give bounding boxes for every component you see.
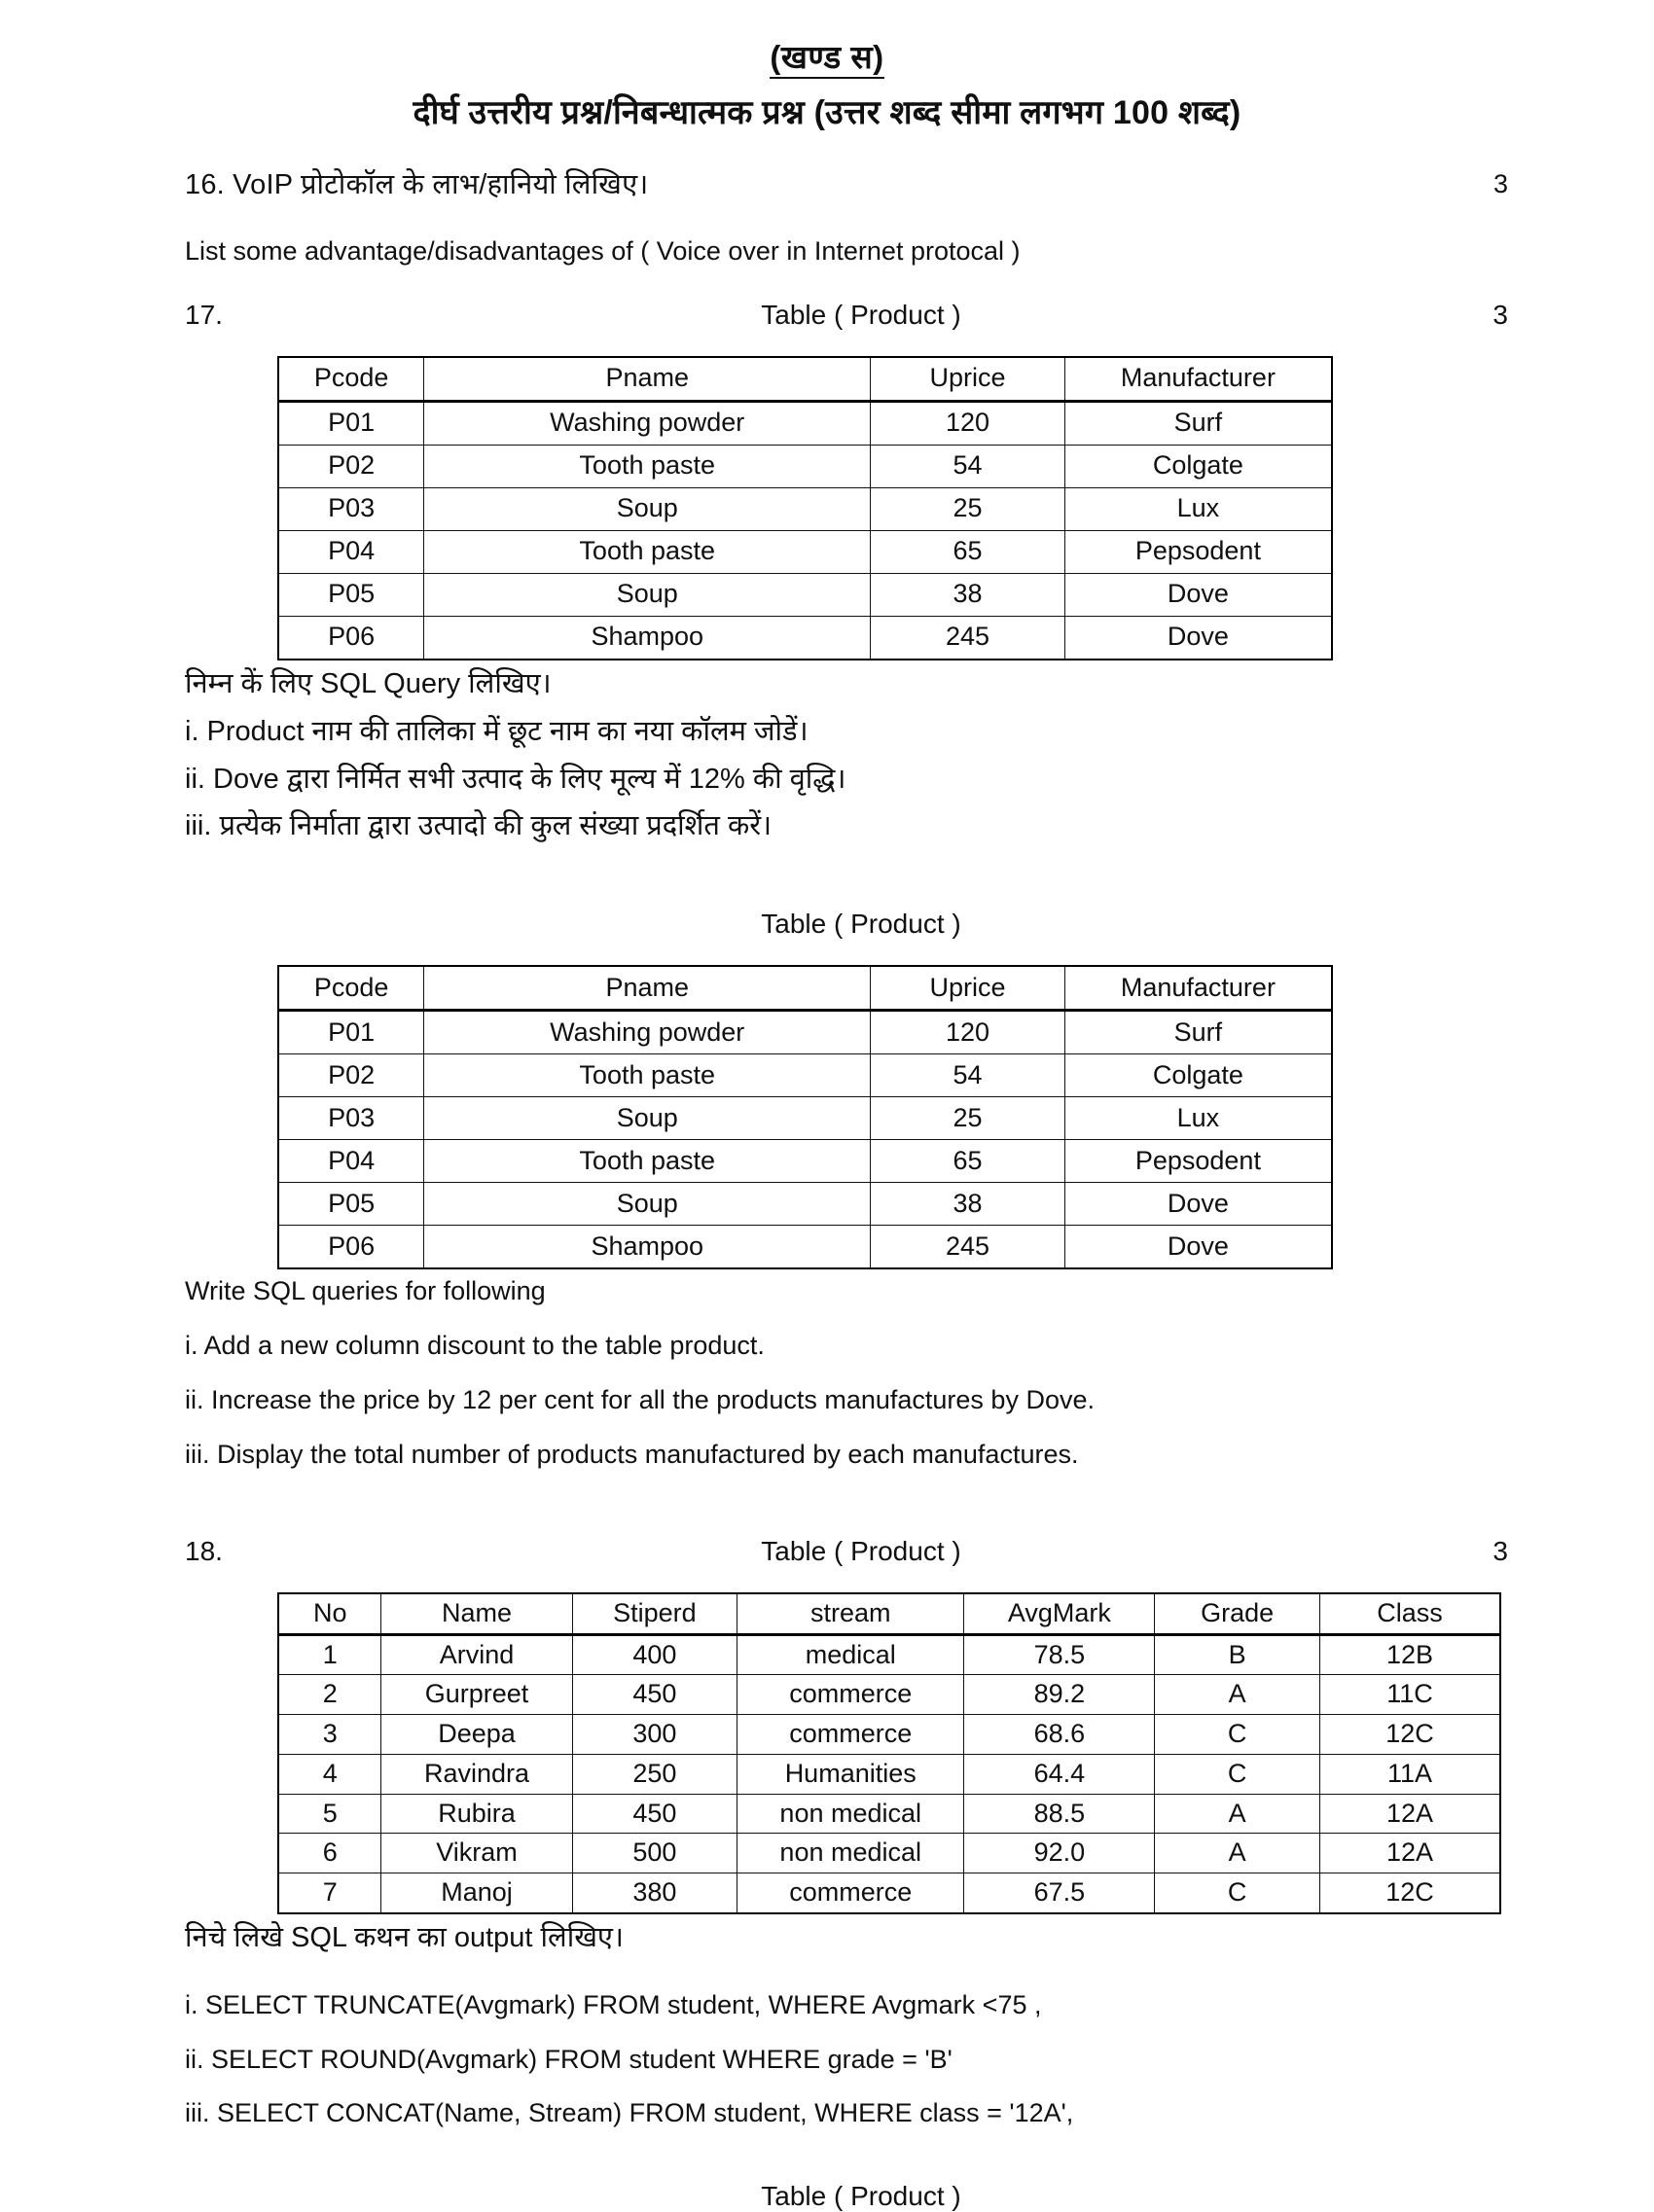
cell-uprice: 65 [871,1140,1065,1183]
question-16-english-block [185,230,1508,274]
cell-manufacturer: Colgate [1064,445,1332,487]
cell-name: Gurpreet [381,1675,572,1715]
cell-pname: Soup [424,1097,871,1140]
question-16 [185,166,1508,204]
table-row [278,1183,1332,1226]
cell-stream: commerce [737,1675,964,1715]
column-header-uprice: Uprice [871,357,1065,402]
student-table-wrapper [277,1592,1654,1914]
cell-class: 12A [1319,1834,1500,1873]
cell-pcode: P02 [278,1054,424,1097]
cell-no: 7 [278,1873,381,1913]
table-row [278,1715,1500,1755]
cell-uprice: 54 [871,1054,1065,1097]
cell-pname: Soup [424,573,871,616]
table-row [278,401,1332,445]
cell-manufacturer: Surf [1064,1011,1332,1054]
column-header-class: Class [1319,1593,1500,1634]
cell-stream: non medical [737,1834,964,1873]
cell-stream: medical [737,1634,964,1675]
column-header-stiperd: Stiperd [572,1593,737,1634]
table-row [278,616,1332,660]
table-header-row [278,357,1332,402]
cell-manufacturer: Dove [1064,573,1332,616]
question-16-marks: 3 [1492,168,1508,198]
cell-uprice: 245 [871,1226,1065,1269]
cell-stiperd: 500 [572,1834,737,1873]
cell-grade: C [1155,1873,1320,1913]
cell-pname: Washing powder [424,1011,871,1054]
instruction-item-hindi-1: i. Product नाम की तालिका में छूट नाम का नया कॉलम जोडें। [185,715,809,747]
sql-statement-1: i. SELECT TRUNCATE(Avgmark) FROM student, WHERE Avgmark <75 , [185,1989,1042,2019]
cell-pcode: P02 [278,445,424,487]
cell-manufacturer: Lux [1064,1097,1332,1140]
question-17-marks: 3 [1492,299,1508,330]
cell-pcode: P03 [278,487,424,530]
product-table-2-wrapper [277,965,1654,1269]
question-16-english: List some advantage/disadvantages of ( Voice over in Internet protocal ) [185,235,1021,266]
cell-stiperd: 450 [572,1794,737,1834]
cell-pname: Soup [424,487,871,530]
cell-name: Vikram [381,1834,572,1873]
cell-stiperd: 450 [572,1675,737,1715]
cell-manufacturer: Dove [1064,616,1332,660]
student-table [277,1592,1501,1914]
cell-name: Arvind [381,1634,572,1675]
cell-manufacturer: Pepsodent [1064,530,1332,573]
column-header-avgmark: AvgMark [964,1593,1155,1634]
table-row [278,487,1332,530]
cell-avgmark: 92.0 [964,1834,1155,1873]
column-header-grade: Grade [1155,1593,1320,1634]
cell-class: 12C [1319,1873,1500,1913]
cell-stiperd: 380 [572,1873,737,1913]
cell-uprice: 25 [871,487,1065,530]
cell-stiperd: 300 [572,1715,737,1755]
cell-class: 12B [1319,1634,1500,1675]
cell-grade: C [1155,1715,1320,1755]
cell-manufacturer: Dove [1064,1226,1332,1269]
page-title: दीर्घ उत्तरीय प्रश्न/निबन्धात्मक प्रश्न (उत्तर शब्द सीमा लगभग 100 शब्द) [413,93,1241,131]
question-17-table-title: Table ( Product ) [761,299,961,330]
instruction-lead-hindi: निम्न कें लिए SQL Query लिखिए। [185,667,552,699]
cell-uprice: 25 [871,1097,1065,1140]
column-header-manufacturer: Manufacturer [1064,966,1332,1011]
table-row [278,445,1332,487]
table-row [278,1140,1332,1183]
cell-stream: commerce [737,1715,964,1755]
cell-name: Rubira [381,1794,572,1834]
sql-statement-2: ii. SELECT ROUND(Avgmark) FROM student WHERE grade = 'B' [185,2044,953,2074]
product-table-2-title-row [185,909,1508,940]
cell-manufacturer: Dove [1064,1183,1332,1226]
column-header-uprice: Uprice [871,966,1065,1011]
cell-pname: Tooth paste [424,1054,871,1097]
cell-manufacturer: Colgate [1064,1054,1332,1097]
table-row [278,1226,1332,1269]
instruction-item-hindi-3: iii. प्रत्येक निर्माता द्वारा उत्पादो की कुल संख्या प्रदर्शित करें। [185,810,773,842]
cell-pcode: P05 [278,573,424,616]
cell-avgmark: 68.6 [964,1715,1155,1755]
cell-uprice: 120 [871,401,1065,445]
cell-manufacturer: Surf [1064,401,1332,445]
cell-avgmark: 67.5 [964,1873,1155,1913]
table-row [278,1097,1332,1140]
table-row [278,1834,1500,1873]
section-tag-text: (खण्ड स) [770,39,883,79]
footer-table-title-row [185,2181,1508,2212]
table-row [278,1873,1500,1913]
cell-avgmark: 88.5 [964,1794,1155,1834]
cell-no: 6 [278,1834,381,1873]
cell-no: 1 [278,1634,381,1675]
cell-pcode: P01 [278,401,424,445]
column-header-pcode: Pcode [278,357,424,402]
cell-name: Manoj [381,1873,572,1913]
cell-no: 3 [278,1715,381,1755]
question-17-english-instructions [185,1269,1508,1477]
cell-uprice: 245 [871,616,1065,660]
product-table-2 [277,965,1333,1269]
cell-uprice: 120 [871,1011,1065,1054]
cell-no: 5 [278,1794,381,1834]
cell-pcode: P03 [278,1097,424,1140]
column-header-stream: stream [737,1593,964,1634]
instruction-item-hindi-2: ii. Dove द्वारा निर्मित सभी उत्पाद के लिए मूल्य में 12% की वृद्धि। [185,763,846,795]
sql-statement-3: iii. SELECT CONCAT(Name, Stream) FROM student, WHERE class = '12A', [185,2098,1074,2128]
table-header-row [278,1593,1500,1634]
cell-uprice: 38 [871,573,1065,616]
column-header-pname: Pname [424,966,871,1011]
question-18-header [185,1536,1508,1567]
instruction-item-english-2: ii. Increase the price by 12 per cent for all the products manufactures by Dove. [185,1385,1095,1415]
cell-stiperd: 250 [572,1754,737,1794]
cell-pname: Washing powder [424,401,871,445]
cell-avgmark: 64.4 [964,1754,1155,1794]
table-row [278,530,1332,573]
table-row [278,1675,1500,1715]
column-header-manufacturer: Manufacturer [1064,357,1332,402]
column-header-no: No [278,1593,381,1634]
cell-stream: Humanities [737,1754,964,1794]
cell-stream: non medical [737,1794,964,1834]
cell-no: 4 [278,1754,381,1794]
cell-pcode: P05 [278,1183,424,1226]
column-header-name: Name [381,1593,572,1634]
cell-stream: commerce [737,1873,964,1913]
cell-avgmark: 89.2 [964,1675,1155,1715]
cell-pname: Shampoo [424,1226,871,1269]
table-row [278,1634,1500,1675]
cell-pcode: P04 [278,1140,424,1183]
question-18-number: 18. [185,1535,223,1566]
cell-name: Deepa [381,1715,572,1755]
cell-manufacturer: Lux [1064,487,1332,530]
question-18-instructions [185,1914,1508,2136]
instruction-item-english-3: iii. Display the total number of products manufactured by each manufactures. [185,1439,1079,1469]
cell-uprice: 65 [871,530,1065,573]
table-header-row [278,966,1332,1011]
cell-grade: B [1155,1634,1320,1675]
product-table-2-title: Table ( Product ) [761,909,961,940]
cell-grade: C [1155,1754,1320,1794]
cell-manufacturer: Pepsodent [1064,1140,1332,1183]
cell-no: 2 [278,1675,381,1715]
cell-pcode: P06 [278,616,424,660]
cell-avgmark: 78.5 [964,1634,1155,1675]
cell-pname: Shampoo [424,616,871,660]
question-17-number: 17. [185,299,223,330]
cell-grade: A [1155,1794,1320,1834]
cell-grade: A [1155,1834,1320,1873]
table-row [278,1794,1500,1834]
cell-pname: Soup [424,1183,871,1226]
cell-class: 11A [1319,1754,1500,1794]
column-header-pcode: Pcode [278,966,424,1011]
cell-pname: Tooth paste [424,1140,871,1183]
cell-uprice: 54 [871,445,1065,487]
instruction-lead-english: Write SQL queries for following [185,1276,546,1306]
cell-uprice: 38 [871,1183,1065,1226]
table-row [278,1011,1332,1054]
table-row [278,573,1332,616]
product-table-1 [277,356,1333,660]
question-18-marks: 3 [1492,1535,1508,1566]
cell-class: 12A [1319,1794,1500,1834]
instruction-item-english-1: i. Add a new column discount to the table product. [185,1331,765,1361]
question-18-instruction-hindi: निचे लिखे SQL कथन का output लिखिए। [185,1921,624,1953]
cell-name: Ravindra [381,1754,572,1794]
section-tag [0,0,1654,75]
question-16-hindi: 16. VoIP प्रोटोकॉल के लाभ/हानियो लिखिए। [185,168,649,200]
question-17-header [185,300,1508,331]
cell-stiperd: 400 [572,1634,737,1675]
column-header-pname: Pname [424,357,871,402]
cell-class: 11C [1319,1675,1500,1715]
footer-table-title: Table ( Product ) [761,2181,961,2212]
table-row [278,1754,1500,1794]
table-row [278,1054,1332,1097]
cell-pname: Tooth paste [424,530,871,573]
cell-class: 12C [1319,1715,1500,1755]
question-17-hindi-instructions [185,660,1508,851]
cell-pcode: P06 [278,1226,424,1269]
cell-pcode: P04 [278,530,424,573]
cell-pcode: P01 [278,1011,424,1054]
cell-pname: Tooth paste [424,445,871,487]
cell-grade: A [1155,1675,1320,1715]
product-table-1-wrapper [277,356,1654,660]
question-18-table-title: Table ( Product ) [761,1535,961,1566]
